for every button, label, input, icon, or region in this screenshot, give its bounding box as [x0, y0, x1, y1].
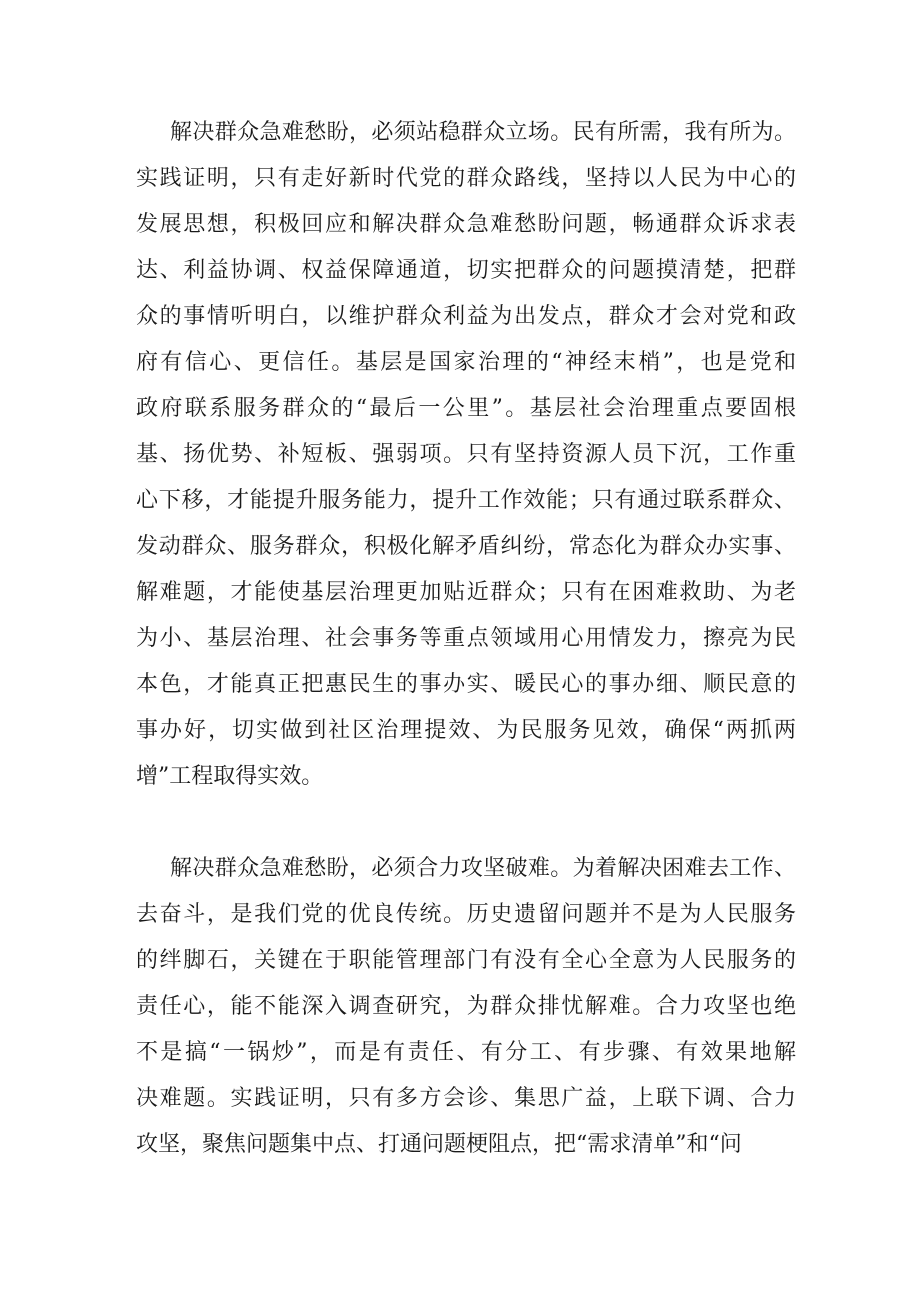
text-line: 解决群众急难愁盼，必须合力攻坚破难。为着解决困难去工作、 [170, 856, 796, 881]
text-line: 发展思想，积极回应和解决群众急难愁盼问题，畅通群众诉求表 [136, 212, 796, 237]
paragraph-1 [136, 110, 796, 800]
paragraph-2 [136, 846, 796, 1168]
text-line: 责任心，能不能深入调查研究，为群众排忧解难。合力攻坚也绝 [136, 994, 796, 1019]
paragraph-gap [136, 800, 796, 846]
text-line: 府有信心、更信任。基层是国家治理的“神经末梢”，也是党和 [136, 350, 796, 375]
text-line: 的绊脚石，关键在于职能管理部门有没有全心全意为人民服务的 [136, 948, 796, 973]
text-line: 实践证明，只有走好新时代党的群众路线，坚持以人民为中心的 [136, 166, 796, 191]
text-line: 众的事情听明白，以维护群众利益为出发点，群众才会对党和政 [136, 304, 796, 329]
text-line: 决难题。实践证明，只有多方会诊、集思广益，上联下调、合力 [136, 1086, 796, 1111]
text-line: 攻坚，聚焦问题集中点、打通问题梗阻点，把“需求清单”和“问 [136, 1132, 742, 1157]
document-body [136, 110, 796, 1168]
text-line: 本色，才能真正把惠民生的事办实、暖民心的事办细、顺民意的 [136, 672, 796, 697]
text-line: 去奋斗，是我们党的优良传统。历史遗留问题并不是为人民服务 [136, 902, 796, 927]
text-line: 政府联系服务群众的“最后一公里”。基层社会治理重点要固根 [136, 396, 796, 421]
text-line: 增”工程取得实效。 [136, 764, 324, 789]
text-line: 心下移，才能提升服务能力，提升工作效能；只有通过联系群众、 [136, 488, 796, 513]
text-line: 达、利益协调、权益保障通道，切实把群众的问题摸清楚，把群 [136, 258, 796, 283]
text-line: 解决群众急难愁盼，必须站稳群众立场。民有所需，我有所为。 [170, 120, 796, 145]
text-line: 为小、基层治理、社会事务等重点领域用心用情发力，擦亮为民 [136, 626, 796, 651]
text-line: 不是搞“一锅炒”，而是有责任、有分工、有步骤、有效果地解 [136, 1040, 796, 1065]
text-line: 解难题，才能使基层治理更加贴近群众；只有在困难救助、为老 [136, 580, 796, 605]
text-line: 事办好，切实做到社区治理提效、为民服务见效，确保“两抓两 [136, 718, 796, 743]
text-line: 发动群众、服务群众，积极化解矛盾纠纷，常态化为群众办实事、 [136, 534, 796, 559]
text-line: 基、扬优势、补短板、强弱项。只有坚持资源人员下沉，工作重 [136, 442, 796, 467]
